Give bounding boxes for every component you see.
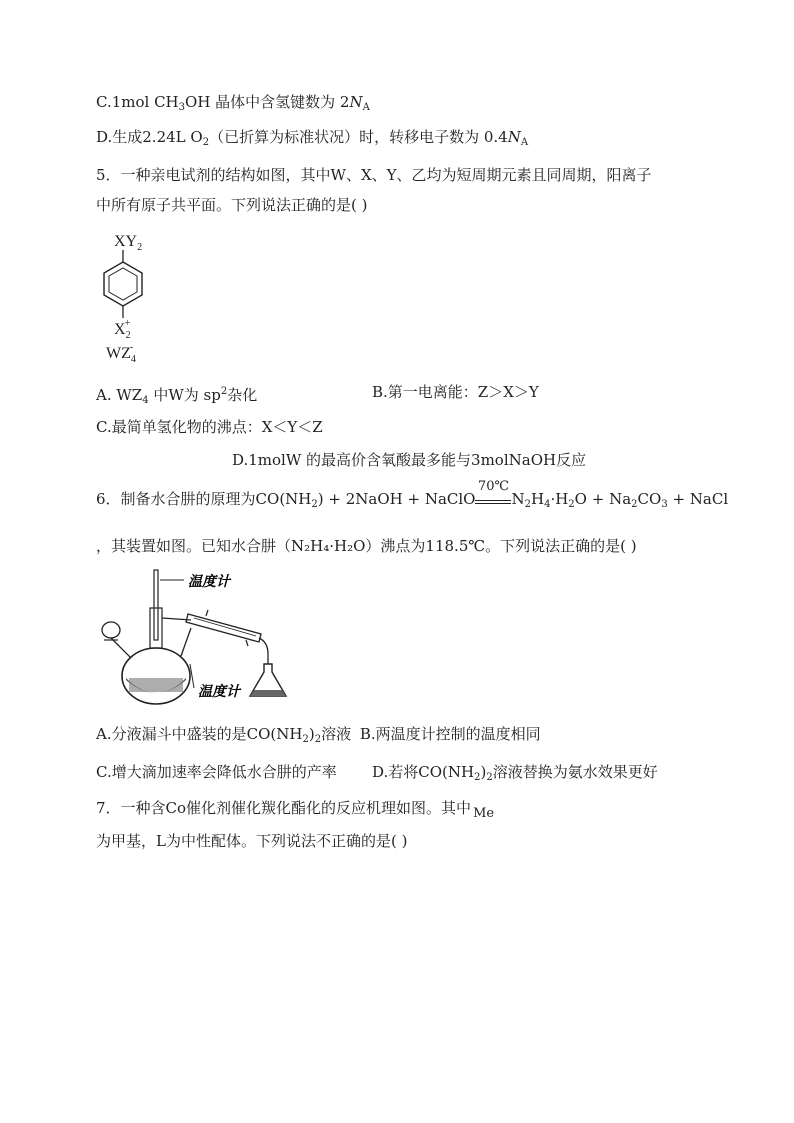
option-c-prev: C.1mol $CH_3OH$ 晶体中含氢键数为 $2N_A$ — [96, 93, 370, 113]
label-xy2: $XY_2$ — [114, 233, 143, 253]
thermometer-side — [181, 628, 191, 656]
question-5-stem-1: 5．一种亲电试剂的结构如图，其中W、X、Y、乙均为短周期元素且同周期，阳离子 — [96, 166, 652, 184]
flask-liquid-body — [129, 678, 183, 692]
question-6-stem-2: ，其装置如图。已知水合肼（N₂H₄·H₂O）沸点为118.5℃。下列说法正确的是( ) — [96, 537, 637, 555]
q6-option-d: D.若将$CO(NH_2)_2$溶液替换为氨水效果更好 — [372, 763, 658, 783]
water-inlet — [206, 610, 208, 616]
label-wz4-minus: $WZ_4-$ — [106, 342, 136, 365]
q6-option-b: B.两温度计控制的温度相同 — [359, 725, 541, 743]
reaction-condition: 70℃ — [475, 491, 511, 504]
option-d-prev: D.生成2.24L $O_2$（已折算为标准状况）时，转移电子数为 $0.4N_A$ — [96, 128, 529, 148]
question-7-stem-2: 为甲基，L为中性配体。下列说法不正确的是( ) — [96, 832, 408, 850]
question-7-stem-1: 7．一种含Co催化剂催化羰化酯化的反应机理如图。其中 Me — [96, 799, 495, 821]
round-bottom-flask — [122, 648, 190, 704]
funnel-stem — [111, 638, 131, 658]
question-6-stem-1: 6．制备水合肼的原理为$CO(NH_2)$ + 2NaOH + NaClO 70℃ $N_2H_4\cdot H_2O + Na_2CO_3$ + NaCl — [96, 479, 729, 510]
benzene-ring — [104, 262, 142, 306]
q5-option-c: C.最简单氢化物的沸点：X＜Y＜Z — [96, 418, 323, 436]
thermometer-top — [154, 570, 158, 640]
thermo-bottom-label: 温度计 — [198, 685, 240, 700]
q6-option-a: A.分液漏斗中盛装的是$CO(NH_2)_2$溶液 B.两温度计控制的温度相同 — [96, 725, 541, 745]
q5-option-b: B.第一电离能：Z＞X＞Y — [372, 383, 539, 401]
receiving-liquid — [250, 690, 286, 696]
adapter — [259, 638, 268, 664]
benzene-inner — [109, 268, 137, 300]
q5-option-d: D.1molW 的最高价含氧酸最多能与3molNaOH反应 — [232, 451, 587, 469]
thermo-top-label: 温度计 — [188, 575, 230, 590]
label-x2-plus: $X_2+$ — [114, 318, 131, 341]
electrophile-structure-figure — [96, 228, 176, 368]
water-outlet — [246, 640, 248, 646]
q6-option-c: C.增大滴加速率会降低水合肼的产率 — [96, 763, 337, 781]
distillation-head — [150, 608, 162, 648]
separatory-funnel — [102, 622, 120, 638]
question-5-stem-2: 中所有原子共平面。下列说法正确的是( ) — [96, 196, 368, 214]
condenser — [186, 614, 261, 642]
q5-option-a: A. $WZ_4$ 中W为 $sp^2$杂化 — [96, 386, 258, 406]
apparatus-figure — [96, 568, 296, 713]
